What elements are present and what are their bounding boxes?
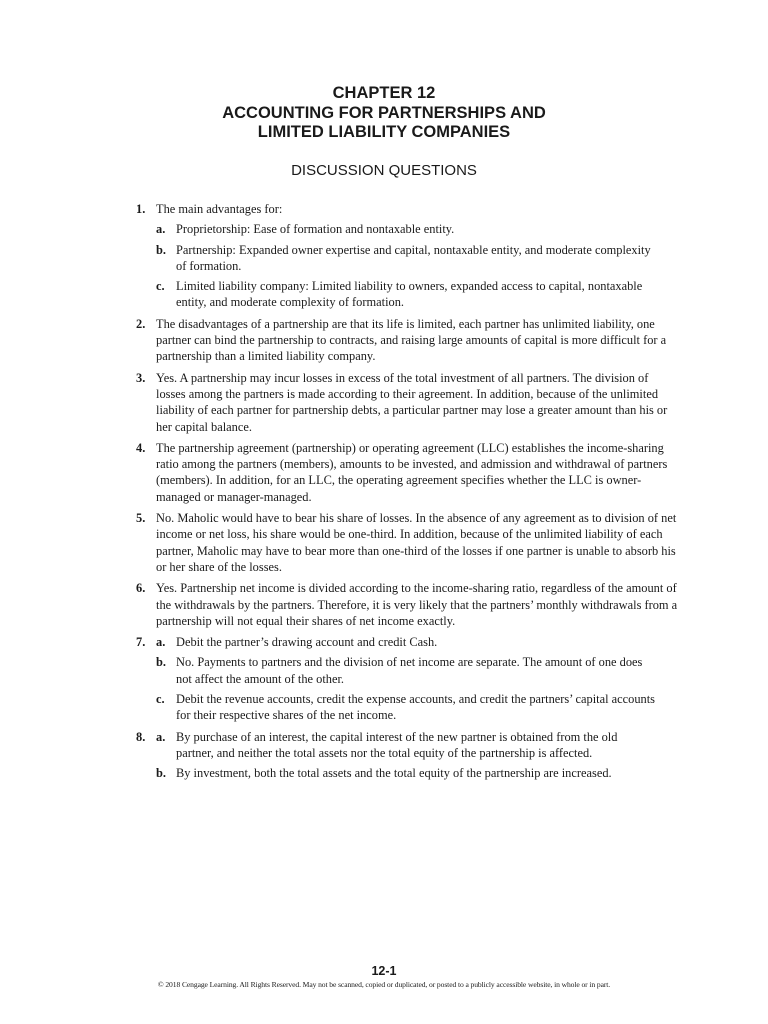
sub-answer-label: a. [156, 729, 166, 744]
question-item [0, 634, 768, 723]
sub-answer-label: b. [156, 655, 166, 670]
question-item [0, 729, 768, 782]
question-item [0, 440, 768, 505]
page-number: 12-1 [371, 964, 397, 978]
chapter-title-line2: LIMITED LIABILITY COMPANIES [257, 123, 511, 141]
sub-answer [0, 691, 768, 724]
sub-answer-text: By purchase of an interest, the capital interest of the new partner is obtained from the old partner, and neither the total assets nor the total equity of the partnership is affected. [176, 729, 618, 760]
question-text: The partnership agreement (partnership) or operating agreement (LLC) establishes the income-sharing ratio among the partners (members), amounts to be invested, and admission and withdrawal of partners (members). In addition, for an LLC, the operating agreement specifies whether the LLC is owner-managed or manager-managed. [156, 440, 668, 504]
question-number: 1. [136, 202, 146, 216]
sub-answer-text: Debit the revenue accounts, credit the expense accounts, and credit the partners’ capital accounts for their respective shares of the net income. [176, 692, 656, 723]
question-number: 3. [136, 370, 146, 385]
sub-answer-text: Partnership: Expanded owner expertise and capital, nontaxable entity, and moderate complexity of formation. [176, 242, 651, 273]
sub-answer-label: c. [156, 692, 165, 707]
sub-answer-text: Limited liability company: Limited liability to owners, expanded access to capital, nontaxable entity, and moderate complexity of formation. [176, 279, 643, 310]
question-item [0, 316, 768, 365]
sub-answer-text: Debit the partner’s drawing account and credit Cash. [176, 635, 438, 650]
question-text: The main advantages for: [156, 202, 283, 216]
chapter-title-line1: ACCOUNTING FOR PARTNERSHIPS AND [222, 104, 546, 122]
sub-answer-label: a. [156, 222, 166, 237]
question-text: No. Maholic would have to bear his share of losses. In the absence of any agreement as to division of net income or net loss, his share would be one-third. In addition, because of the unlimited liability of each partner, Maholic may have to bear more than one-third of the losses if one partner is unable to absorb his or her share of the losses. [156, 511, 677, 574]
sub-answer [0, 729, 768, 762]
sub-answer-label: b. [156, 766, 166, 781]
question-number: 6. [136, 581, 146, 596]
sub-answer [0, 221, 768, 237]
sub-answer-label: c. [156, 279, 165, 294]
questions-list [0, 201, 768, 787]
sub-answer [0, 654, 768, 687]
question-item [0, 580, 768, 629]
question-item [0, 201, 768, 311]
sub-answer [0, 634, 768, 650]
section-title: DISCUSSION QUESTIONS [291, 162, 477, 179]
sub-answer-text: Proprietorship: Ease of formation and nontaxable entity. [176, 222, 455, 237]
sub-answer-label: a. [156, 635, 166, 650]
question-item [0, 370, 768, 435]
question-number: 4. [136, 440, 146, 455]
question-text: The disadvantages of a partnership are that its life is limited, each partner has unlimited liability, one partner can bind the partnership to contracts, and raising large amounts of capital is more difficult for a partnership than a limited liability company. [156, 316, 667, 364]
sub-answer [0, 242, 768, 275]
copyright-notice: © 2018 Cengage Learning. All Rights Reserved. May not be scanned, copied or duplicated, or posted to a publicly accessible website, in whole or in part. [157, 980, 611, 989]
sub-answer-text: By investment, both the total assets and the total equity of the partnership are increased. [176, 766, 612, 781]
question-text: Yes. A partnership may incur losses in excess of the total investment of all partners. The division of losses among the partners is made according to their agreement. In addition, because of the unlimited liability of each partner for partnership debts, a particular partner may lose a greater amount than his or her capital balance. [156, 370, 668, 434]
sub-answer-text: No. Payments to partners and the division of net income are separate. The amount of one does not affect the amount of the other. [176, 655, 643, 686]
question-text: Yes. Partnership net income is divided according to the income-sharing ratio, regardless of the amount of the withdrawals by the partners. Therefore, it is very likely that the partners’ monthly withdrawals from a partnership will not equal their shares of net income exactly. [156, 581, 678, 628]
question-number: 5. [136, 511, 146, 526]
sub-answer [0, 765, 768, 781]
question-number: 8. [136, 729, 146, 744]
question-number: 7. [136, 635, 146, 650]
sub-answer [0, 278, 768, 311]
chapter-heading: CHAPTER 12 [332, 84, 436, 102]
sub-answer-label: b. [156, 242, 166, 257]
question-number: 2. [136, 316, 146, 331]
question-item [0, 510, 768, 575]
